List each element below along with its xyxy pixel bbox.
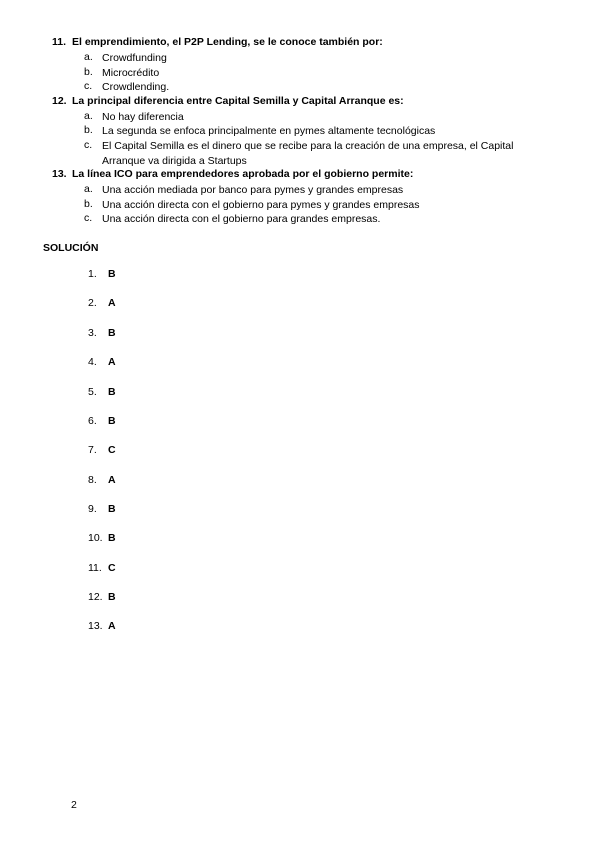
option-11-c: c. Crowdlending. bbox=[84, 80, 170, 93]
answer-item: 12. B bbox=[88, 591, 116, 603]
solution-title: SOLUCIÓN bbox=[43, 242, 99, 254]
option-12-b: b. La segunda se enfoca principalmente en pymes altamente tecnológicas bbox=[84, 124, 436, 137]
option-11-b: b. Microcrédito bbox=[84, 66, 160, 79]
answer-item: 1. B bbox=[88, 268, 116, 280]
option-12-a: a. No hay diferencia bbox=[84, 110, 184, 123]
question-text: El emprendimiento, el P2P Lending, se le conoce también por: bbox=[72, 36, 383, 48]
question-text: La línea ICO para emprendedores aprobada por el gobierno permite: bbox=[72, 168, 414, 180]
answer-item: 8. A bbox=[88, 474, 116, 486]
answer-item: 7. C bbox=[88, 444, 116, 456]
answer-item: 5. B bbox=[88, 386, 116, 398]
option-13-b: b. Una acción directa con el gobierno para pymes y grandes empresas bbox=[84, 198, 420, 211]
answer-item: 9. B bbox=[88, 503, 116, 515]
answer-item: 13. A bbox=[88, 620, 116, 632]
answer-item: 2. A bbox=[88, 297, 116, 309]
option-13-c: c. Una acción directa con el gobierno para grandes empresas. bbox=[84, 212, 381, 225]
question-12: 12. La principal diferencia entre Capital Semilla y Capital Arranque es: bbox=[52, 95, 404, 107]
answer-item: 11. C bbox=[88, 562, 116, 574]
option-13-a: a. Una acción mediada por banco para pymes y grandes empresas bbox=[84, 183, 404, 196]
answer-item: 10. B bbox=[88, 532, 116, 544]
question-13: 13. La línea ICO para emprendedores aprobada por el gobierno permite: bbox=[52, 168, 414, 180]
option-12-c: c. El Capital Semilla es el dinero que se recibe para la creación de una empresa, el Capital Arranque va dirigida a Startups bbox=[84, 139, 514, 167]
option-11-a: a. Crowdfunding bbox=[84, 51, 167, 64]
answer-item: 4. A bbox=[88, 356, 116, 368]
answer-item: 6. B bbox=[88, 415, 116, 427]
question-text: La principal diferencia entre Capital Semilla y Capital Arranque es: bbox=[72, 95, 404, 107]
page-number: 2 bbox=[71, 799, 77, 811]
answer-item: 3. B bbox=[88, 327, 116, 339]
question-11: 11. El emprendimiento, el P2P Lending, se le conoce también por: bbox=[52, 36, 383, 48]
